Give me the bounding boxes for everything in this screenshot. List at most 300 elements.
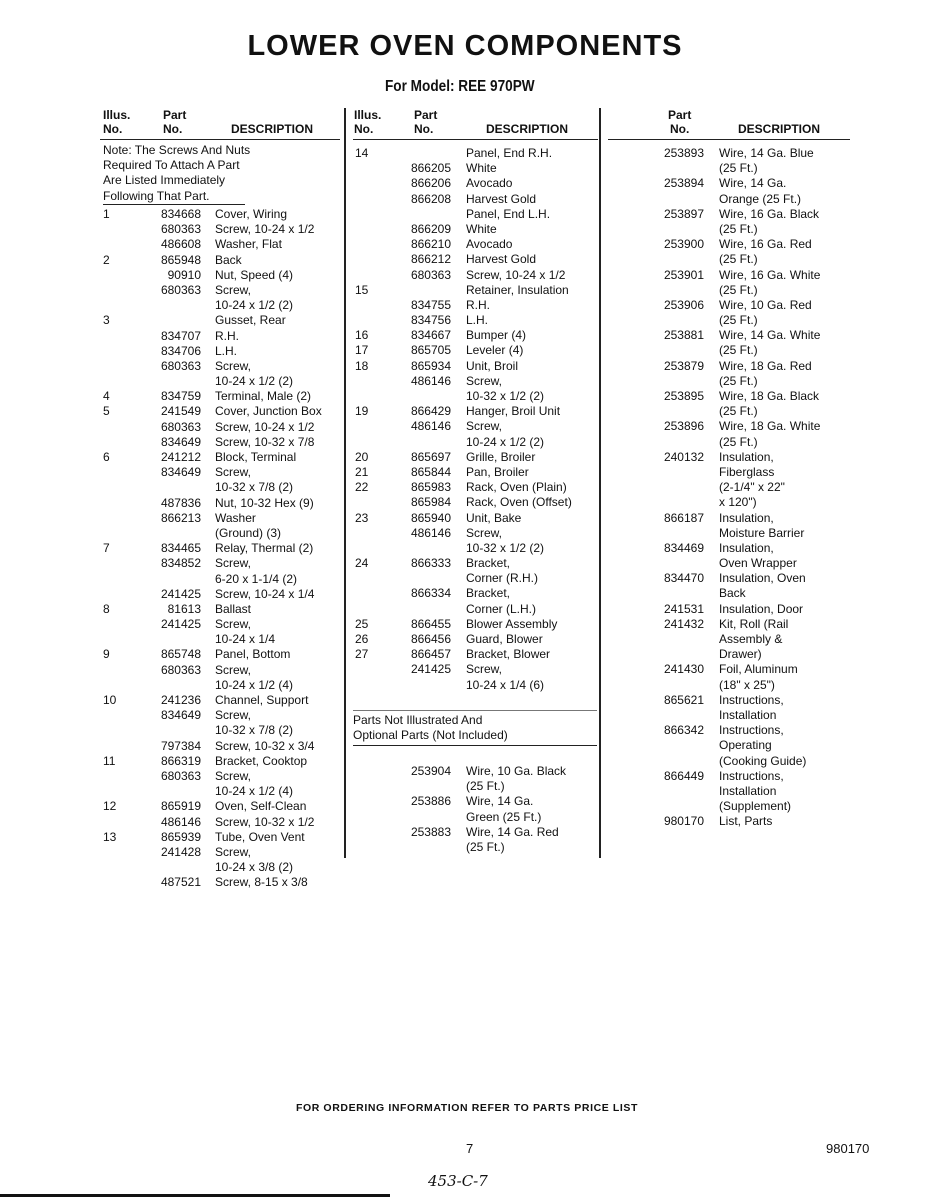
illus-number: 27 [355,647,369,662]
table-row [608,586,848,601]
part-description: x 120") [719,495,757,510]
illus-number: 7 [103,541,110,556]
part-number: 253900 [663,237,704,252]
table-row [608,176,848,191]
table-row [103,754,343,769]
part-description: Block, Terminal [215,450,297,464]
part-description: Unit, Broil [466,358,519,373]
part-description: Screw, 8-15 x 3/8 [215,875,308,890]
header-illus: Illus. No. [354,108,382,136]
part-description: Back [719,586,746,601]
part-number: 486146 [410,419,451,434]
part-description: Bumper (4) [466,328,527,343]
header-description: DESCRIPTION [231,122,314,136]
part-number: 253896 [663,419,704,434]
part-description: Leveler (4) [466,343,524,358]
part-number: 797384 [160,738,201,753]
part-number: 680363 [410,267,451,282]
part-number: 680363 [160,358,201,373]
table-row [103,526,343,541]
section-rule [353,710,597,711]
table-row [355,252,595,267]
part-description: Washer, Flat [215,237,282,252]
table-row [355,480,595,495]
page-title: LOWER OVEN COMPONENTS [247,30,683,62]
model-subtitle: For Model: REE 970PW [385,78,535,95]
parts-list-column-1 [103,207,343,890]
part-description: (25 Ft.) [466,839,505,854]
part-description: Screw, 10-24 x 1/2 [215,222,315,237]
scan-edge-line [0,1194,390,1197]
table-row [355,419,595,434]
part-number: 90910 [167,267,201,282]
part-description: 10-24 x 1/2 (4) [215,784,294,799]
part-description: Washer [215,510,256,525]
table-row [103,860,343,875]
part-number: 680363 [160,768,201,783]
part-number: 865948 [160,252,201,267]
table-row [608,556,848,571]
table-row [103,222,343,237]
table-row [103,420,343,435]
table-row [103,374,343,389]
table-row [103,435,343,450]
part-description: White [466,221,497,236]
part-description: Screw, [215,358,252,373]
part-description: Insulation, [719,510,774,525]
table-row [355,313,595,328]
part-description: Screw, [466,373,503,388]
part-description: Nut, Speed (4) [215,267,294,282]
part-number: 241236 [160,693,201,707]
table-row [103,708,343,723]
part-description: Rack, Oven (Plain) [466,480,567,495]
part-description: (25 Ft.) [719,343,758,358]
part-description: (25 Ft.) [719,373,758,388]
part-description: 10-24 x 1/4 [215,632,276,647]
part-description: 10-32 x 1/2 (2) [466,540,545,555]
illus-number: 24 [355,556,369,571]
part-description: Screw, [215,617,252,632]
part-description: (25 Ft.) [719,313,758,328]
part-description: 10-24 x 3/8 (2) [215,860,294,875]
table-row [103,496,343,511]
table-row [608,784,848,799]
table-row [608,283,848,298]
part-number: 834706 [160,343,201,358]
table-row [608,359,848,374]
header-description: DESCRIPTION [486,122,569,136]
table-row [355,647,595,662]
table-row [608,222,848,237]
illus-number: 16 [355,328,369,343]
part-description: Panel, Bottom [215,647,291,662]
part-description: L.H. [215,343,238,358]
part-number: 866456 [410,632,451,646]
illus-number: 8 [103,601,110,616]
part-description: Wire, 10 Ga. Red [719,297,812,312]
part-description: (25 Ft.) [719,404,758,419]
table-row [103,845,343,860]
table-row [355,495,595,510]
part-description: Gusset, Rear [215,313,286,328]
part-description: Wire, 16 Ga. Black [719,206,820,221]
table-row [103,617,343,632]
part-number: 834759 [160,389,201,404]
part-description: Screw, [466,419,503,434]
table-row [608,617,848,632]
table-row [103,663,343,678]
table-row [355,511,595,526]
parts-list-column-3 [608,146,848,829]
part-description: Tube, Oven Vent [215,829,305,844]
part-description: Fiberglass [719,464,775,479]
table-row [355,810,595,825]
illus-number: 20 [355,449,369,464]
part-description: 10-32 x 7/8 (2) [215,480,294,495]
table-row [355,161,595,176]
part-description: White [466,161,497,176]
table-row [355,617,595,632]
illus-number: 14 [355,146,369,160]
table-row [103,359,343,374]
part-description: Green (25 Ft.) [466,809,542,824]
part-number: 866205 [410,161,451,176]
table-row [103,572,343,587]
part-number: 866333 [410,556,451,571]
table-row [608,511,848,526]
table-row [608,268,848,283]
part-number: 241531 [663,601,704,616]
table-row [103,739,343,754]
illus-number: 21 [355,464,369,479]
header-rule [353,139,598,140]
part-number: 865748 [160,647,201,662]
part-description: Cover, Wiring [215,207,288,221]
part-description: Foil, Aluminum [719,662,798,677]
part-description: Screw, [215,768,252,783]
table-row [103,268,343,283]
table-row [355,176,595,191]
table-row [608,602,848,617]
table-row [355,374,595,389]
part-description: (25 Ft.) [719,434,758,449]
part-number: 486146 [160,814,201,829]
part-number: 865621 [663,692,704,707]
part-description: Screw, [215,282,252,297]
part-number: 834470 [663,571,704,586]
part-description: Screw, 10-32 x 7/8 [215,434,315,449]
table-row [608,237,848,252]
table-row [608,161,848,176]
part-description: Corner (L.H.) [466,601,537,616]
table-row [355,404,595,419]
part-number: 866449 [663,768,704,783]
part-number: 865697 [410,449,451,464]
part-number: 834852 [160,556,201,571]
table-row [355,343,595,358]
part-number: 253901 [663,267,704,282]
part-number: 486608 [160,237,201,252]
part-description: Screw, [215,662,252,677]
part-number: 253894 [663,176,704,191]
part-description: Assembly & [719,632,783,646]
part-description: Instructions, [719,692,784,707]
part-description: Hanger, Broil Unit [466,404,561,419]
table-row [103,541,343,556]
part-number: 680363 [160,282,201,297]
part-description: Harvest Gold [466,252,537,267]
part-description: Oven Wrapper [719,556,797,571]
part-number: 253886 [410,794,451,809]
part-description: 10-24 x 1/4 (6) [466,677,545,692]
part-description: Pan, Broiler [466,464,529,479]
table-row [608,541,848,556]
part-number: 241430 [663,662,704,677]
table-row [608,647,848,662]
part-description: Harvest Gold [466,191,537,206]
table-row [608,435,848,450]
table-row [103,602,343,617]
table-row [103,556,343,571]
part-number: 241425 [160,586,201,601]
table-row [608,404,848,419]
table-row [355,283,595,298]
illus-number: 15 [355,282,369,297]
part-description: Insulation, [719,540,774,555]
table-row [103,329,343,344]
part-number: 866455 [410,616,451,631]
part-number: 865983 [410,480,451,495]
table-row [355,764,595,779]
part-description: (2-1/4" x 22" [719,480,785,495]
table-row [355,779,595,794]
table-row [355,541,595,556]
part-description: Rack, Oven (Offset) [466,495,572,510]
part-description: Wire, 14 Ga. Red [466,824,559,839]
part-number: 253904 [410,764,451,778]
part-number: 241549 [160,404,201,419]
part-description: Relay, Thermal (2) [215,541,314,556]
part-description: Screw, [215,844,252,859]
part-number: 834755 [410,297,451,312]
part-description: Bracket, Cooktop [215,753,308,768]
handwritten-mark: 453-C-7 [428,1172,488,1190]
part-description: Wire, 18 Ga. White [719,419,821,434]
table-row [608,571,848,586]
table-row [103,207,343,222]
table-row [103,283,343,298]
part-description: Bracket, [466,586,511,601]
illus-number: 6 [103,450,110,464]
note-line: Are Listed Immediately [103,173,226,188]
part-number: 241425 [410,662,451,677]
part-number: 866457 [410,647,451,662]
part-description: Bracket, [466,556,511,571]
table-row [355,678,595,693]
table-row [355,465,595,480]
part-description: Panel, End R.H. [466,146,553,160]
part-description: Nut, 10-32 Hex (9) [215,495,314,510]
illus-number: 9 [103,647,110,662]
table-row [608,526,848,541]
part-description: Screw, [466,525,503,540]
part-description: List, Parts [719,814,773,829]
table-row [355,586,595,601]
illus-number: 26 [355,632,369,646]
page-number: 7 [466,1141,474,1156]
part-description: Installation [719,707,777,722]
part-description: Panel, End L.H. [466,206,551,221]
table-row [103,784,343,799]
illus-number: 5 [103,404,110,419]
table-row [355,192,595,207]
table-row [608,313,848,328]
part-number: 866342 [663,723,704,738]
table-row [608,374,848,389]
part-description: (Cooking Guide) [719,753,807,768]
part-description: Terminal, Male (2) [215,389,312,404]
part-number: 866210 [410,237,451,252]
parts-list-column-2 [355,146,595,693]
illus-number: 17 [355,343,369,358]
part-description: Screw, [466,662,503,677]
part-description: Cover, Junction Box [215,404,322,419]
part-description: R.H. [215,328,239,343]
part-description: Screw, 10-24 x 1/2 [215,419,315,434]
table-row [608,738,848,753]
illus-number: 13 [103,829,117,844]
table-row [608,693,848,708]
part-description: Wire, 16 Ga. Red [719,237,812,252]
table-row [355,450,595,465]
table-row [608,495,848,510]
part-description: 6-20 x 1-1/4 (2) [215,571,298,586]
table-row [103,815,343,830]
part-number: 866209 [410,221,451,236]
table-row [355,146,595,161]
part-description: Kit, Roll (Rail [719,616,789,631]
table-row [103,237,343,252]
part-description: Wire, 14 Ga. [466,794,534,809]
part-description: Installation [719,783,777,798]
table-row [355,526,595,541]
table-row [355,237,595,252]
table-row [608,480,848,495]
note-line: Required To Attach A Part [103,158,240,173]
table-row [103,678,343,693]
part-number: 253897 [663,206,704,221]
part-description: (25 Ft.) [719,282,758,297]
part-number: 866429 [410,404,451,419]
table-row [608,146,848,161]
part-description: Corner (R.H.) [466,571,539,586]
part-number: 486146 [410,373,451,388]
part-description: 10-24 x 1/2 (2) [215,298,294,313]
part-description: Instructions, [719,723,784,738]
table-row [608,328,848,343]
table-row [355,602,595,617]
table-row [355,268,595,283]
part-number: 866212 [410,252,451,267]
ordering-info-footer: FOR ORDERING INFORMATION REFER TO PARTS PRICE LIST [295,1102,639,1114]
table-row [355,435,595,450]
part-number: 834469 [663,540,704,555]
part-number: 866187 [663,510,704,525]
table-row [103,298,343,313]
part-description: Channel, Support [215,693,309,707]
table-row [608,708,848,723]
table-row [103,647,343,662]
part-description: Back [215,252,242,267]
table-row [103,404,343,419]
illus-number: 22 [355,480,369,495]
illus-number: 4 [103,389,110,404]
part-description: (18" x 25") [719,677,775,692]
table-row [103,253,343,268]
not-illustrated-heading: Parts Not Illustrated And Optional Parts (Not Included) [353,713,508,743]
part-description: (25 Ft.) [466,779,505,794]
part-description: Blower Assembly [466,616,558,631]
table-row [103,830,343,845]
part-description: Moisture Barrier [719,525,805,540]
part-description: (25 Ft.) [719,161,758,176]
part-number: 680363 [160,662,201,677]
part-description: (Supplement) [719,799,792,814]
table-row [608,632,848,647]
note-underline [103,204,245,205]
table-row [608,389,848,404]
part-description: (Ground) (3) [215,525,282,540]
header-description: DESCRIPTION [738,122,821,136]
illus-number: 2 [103,252,110,267]
column-divider [599,108,601,858]
table-row [355,825,595,840]
part-description: Avocado [466,237,513,252]
table-row [103,587,343,602]
part-number: 253883 [410,824,451,839]
part-number: 680363 [160,222,201,237]
part-description: Wire, 14 Ga. [719,176,787,191]
header-rule [100,139,340,140]
part-description: Unit, Bake [466,510,522,525]
part-number: 241425 [160,617,201,632]
table-row [608,662,848,677]
part-description: Wire, 10 Ga. Black [466,764,567,778]
table-row [103,875,343,890]
table-row [608,814,848,829]
part-number: 253893 [663,146,704,160]
table-row [355,207,595,222]
part-description: 10-32 x 1/2 (2) [466,389,545,403]
part-number: 241432 [663,616,704,631]
part-description: Wire, 14 Ga. Blue [719,146,814,160]
part-number: 241428 [160,844,201,859]
part-number: 865934 [410,358,451,373]
part-number: 865940 [410,510,451,525]
part-description: R.H. [466,297,490,312]
table-row [103,389,343,404]
illus-number: 19 [355,404,369,419]
table-row [103,465,343,480]
part-description: Bracket, Blower [466,647,551,662]
part-description: Oven, Self-Clean [215,799,307,814]
part-number: 834649 [160,434,201,449]
part-number: 865939 [160,829,201,844]
part-description: Screw, 10-32 x 3/4 [215,738,315,753]
part-description: Wire, 18 Ga. Black [719,389,820,403]
part-number: 253895 [663,389,704,403]
